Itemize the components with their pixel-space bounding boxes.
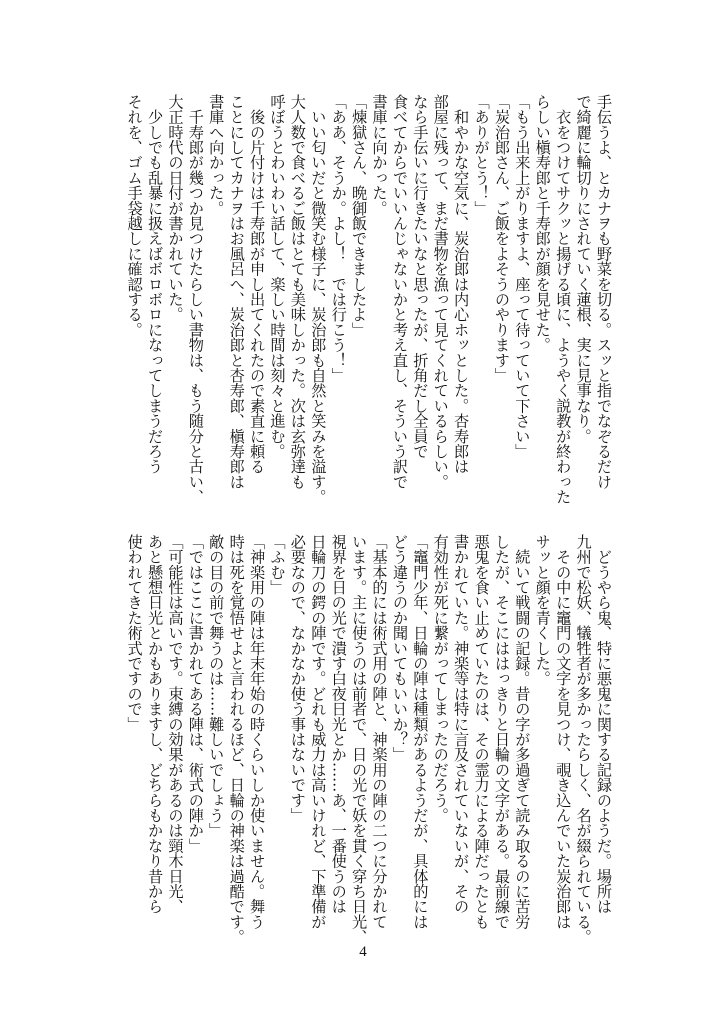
text-line: 「可能性は高いです。束縛の効果があるのは頸木日光、 (166, 534, 185, 914)
text-line: らしい槇寿郎と千寿郎が顔を見せた。 (533, 94, 552, 353)
text-line: 大正時代の日付が書かれていた。 (166, 94, 185, 322)
text-line: 「竈門少年、日輪の陣は種類があるようだが、具体的には (411, 534, 430, 930)
text-line: 「ではここに書かれてある陣は、術式の陣か」 (186, 534, 205, 854)
text-line: 必要なので、なかなか使う事はないです」 (288, 534, 307, 823)
text-line: 呼ぼうとわいわい話して、楽しい時間は刻々と進む。 (268, 94, 287, 459)
text-line: 敵の目の前で舞うのは……難しいでしょう」 (207, 534, 226, 838)
text-line: 続いて戦闘の記録。昔の字が多過ぎて読み取るのに苦労 (513, 534, 532, 930)
text-line: 「煉獄さん、晩御飯できましたよ」 (350, 94, 369, 338)
text-line: 千寿郎が幾つか見つけたらしい書物は、もう随分と古い、 (186, 94, 205, 505)
text-line: 九州で松妖、犠牲者が多かったらしく、名が綴られている。 (574, 534, 593, 945)
text-line: 使われてきた術式ですので」 (125, 534, 144, 732)
text-line: 部屋に残って、まだ書物を漁って見てくれているらしい。 (431, 94, 450, 490)
text-line: ことにしてカナヲはお風呂へ、炭治郎と杏寿郎、槇寿郎は (227, 94, 246, 490)
text-line: 「基本的には術式用の陣と、神楽用の陣の二つに分かれて (370, 534, 389, 930)
text-line: 「もう出来上がりますよ、座って待っていて下さい」 (513, 94, 532, 459)
text-line: 「ふむ」 (268, 534, 287, 595)
text-line: 手伝うよ、とカナヲも野菜を切る。スッと指でなぞるだけ (595, 94, 613, 490)
text-line: なら手伝いに行きたいなと思ったが、折角だし全員で (411, 94, 430, 459)
text-line: いい匂いだと微笑む様子に、炭治郎も自然と笑みを溢す。 (309, 94, 328, 505)
text-line: 有効性が死に繋がってしまったのだろう。 (431, 534, 450, 823)
text-line: 視界を日の光で潰す白夜日光とか……あ、一番使うのは (329, 534, 348, 914)
text-line: 「ああ、そうか。よし！ では行こう！」 (329, 94, 348, 383)
text-line: したが、そこにははっきりと日輪の文字がある。最前線で (492, 534, 511, 930)
text-line: あと懸想日光とかもありますし、どちらもかなり昔から (146, 534, 165, 914)
text-block-bottom (122, 534, 614, 945)
text-line: 時は死を覚悟せよと言われるほど、日輪の神楽は過酷です。 (227, 534, 246, 945)
text-line: 衣をつけてサクッと揚げる頃に、ようやく説教が終わった (554, 94, 573, 505)
text-line: 「炭治郎さん、ご飯をよそうのやります」 (492, 94, 511, 383)
text-line: どうやら鬼、特に悪鬼に関する記録のようだ。場所は (595, 534, 613, 914)
text-line: 少しでも乱暴に扱えばボロボロになってしまうだろう (146, 94, 165, 474)
text-line: 和やかな空気に、炭治郎は内心ホッとした。杏寿郎は (452, 94, 471, 474)
text-line: 日輪刀の鍔の陣です。どれも威力は高いけれど、下準備が (309, 534, 328, 930)
text-line: 書かれていた。神楽等は特に言及されていないが、その (452, 534, 471, 914)
text-line: 食べてからでいいんじゃないかと考え直し、そういう訳で (390, 94, 409, 490)
text-block-top (122, 94, 614, 505)
text-line: います。主に使うのは前者で、日の光で妖を貫く穿ち日光、 (350, 534, 369, 945)
text-line: で綺麗に輪切りにされていく蓮根、実に見事なり。 (574, 94, 593, 444)
text-line: どう違うのか聞いてもいいか？」 (390, 534, 409, 762)
text-line: その中に竈門の文字を見つけ、覗き込んでいた炭治郎は (554, 534, 573, 930)
text-line: 書庫へ向かった。 (207, 94, 226, 216)
text-line: 「ありがとう！」 (472, 94, 491, 216)
text-line: 書庫に向かった。 (370, 94, 389, 216)
text-line: 「神楽用の陣は年末年始の時くらいしか使いません。舞う (248, 534, 267, 930)
text-line: 大人数で食べるご飯はとても美味しかった。次は玄弥達も (288, 94, 307, 490)
text-line: 後の片付けは千寿郎が申し出てくれたので素直に頼る (248, 94, 267, 474)
page-number: 4 (359, 944, 367, 960)
text-line: サッと顔を青くした。 (533, 534, 552, 686)
text-line: それを、ゴム手袋越しに確認する。 (125, 94, 144, 338)
text-line: 悪鬼を食い止めていたのは、その霊力による陣だったとも (472, 534, 491, 930)
